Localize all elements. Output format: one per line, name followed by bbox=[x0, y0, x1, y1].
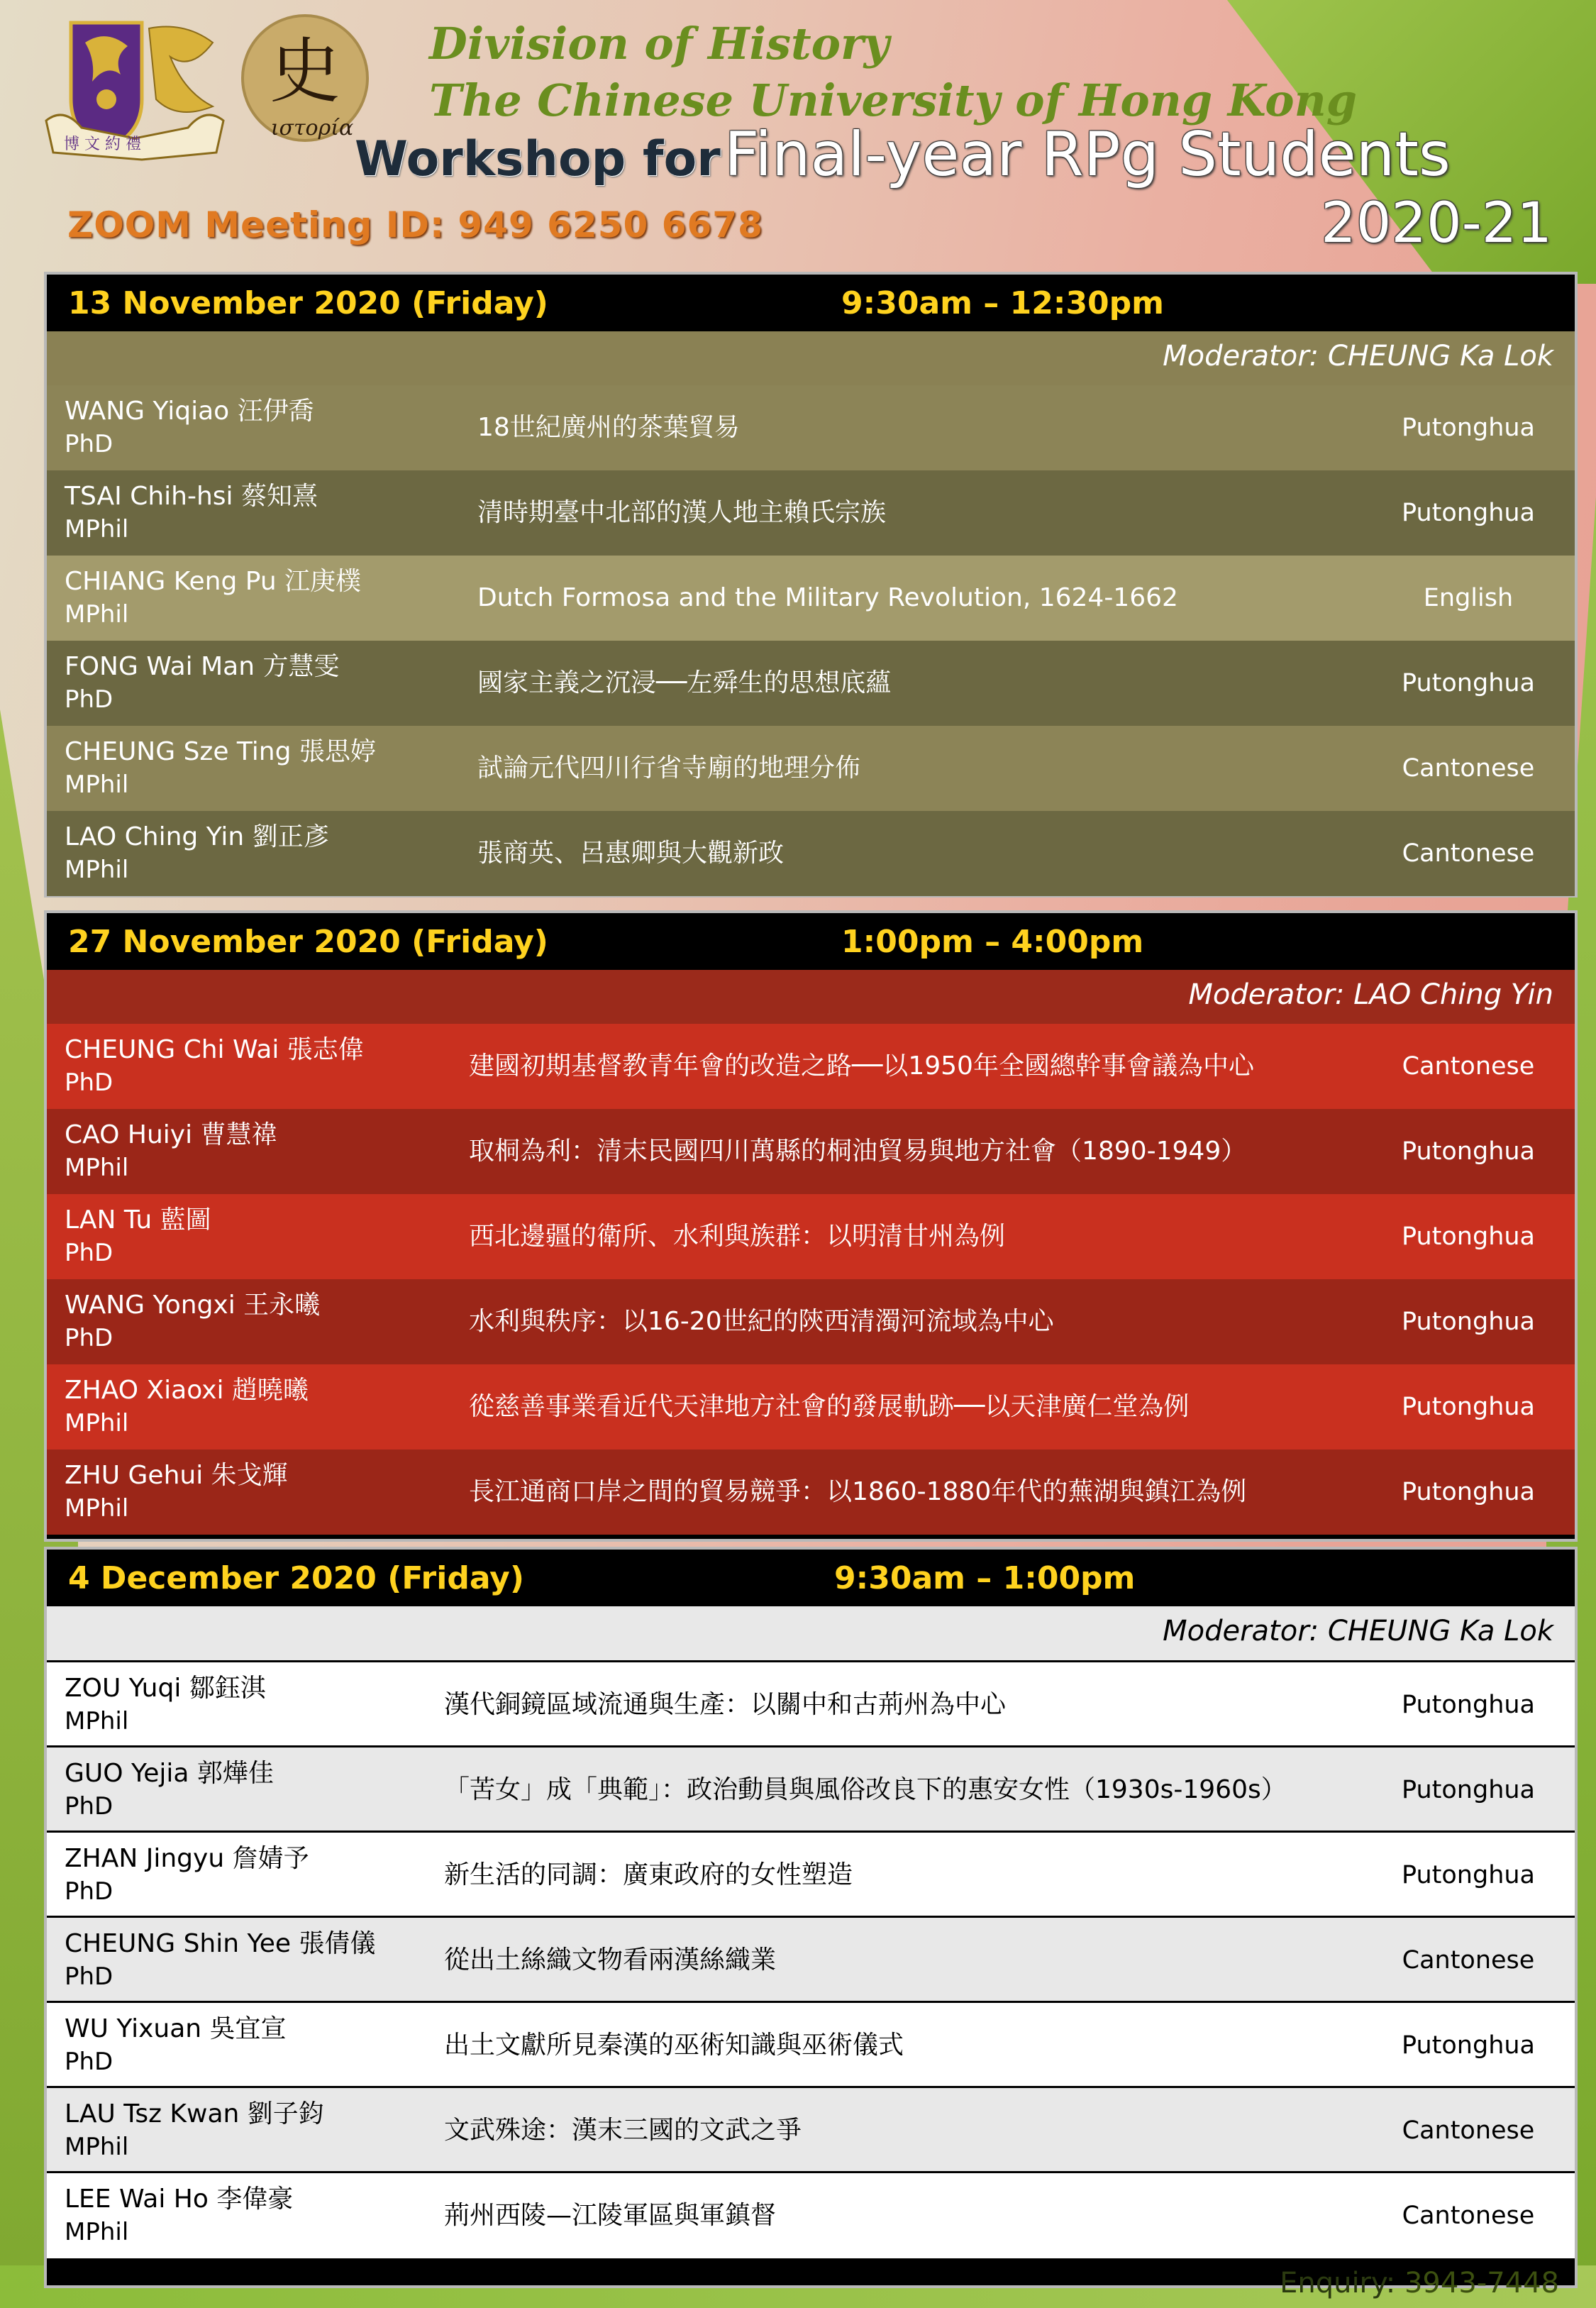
moderator: Moderator: CHEUNG Ka Lok bbox=[1163, 1615, 1553, 1647]
presentation-row bbox=[47, 2003, 1575, 2088]
enquiry-number[interactable]: 3943-7448 bbox=[1404, 2267, 1559, 2299]
workshop-title bbox=[355, 119, 1451, 190]
presenter-name: WANG Yiqiao 汪伊喬 bbox=[65, 397, 314, 426]
presentation-row bbox=[47, 1747, 1575, 1833]
presenter-name: ZHAN Jingyu 詹婧予 bbox=[65, 1844, 309, 1873]
presentation-topic: 荊州西陵—江陵軍區與軍鎮督 bbox=[444, 2201, 777, 2230]
presentation-topic: 國家主義之沉浸──左舜生的思想底蘊 bbox=[477, 668, 892, 697]
presenter-degree: MPhil bbox=[65, 771, 129, 799]
zoom-meeting-id: ZOOM Meeting ID: 949 6250 6678 bbox=[67, 204, 763, 245]
presenter-name: LAU Tsz Kwan 劉子鈞 bbox=[65, 2099, 324, 2128]
moderator: Moderator: LAO Ching Yin bbox=[1188, 978, 1553, 1011]
presentation-topic: 西北邊疆的衛所、水利與族群：以明清甘州為例 bbox=[469, 1222, 1006, 1251]
presentation-language: Putonghua bbox=[1401, 1137, 1536, 1166]
presentation-language: Putonghua bbox=[1401, 2031, 1536, 2060]
presenter-degree: PhD bbox=[65, 1324, 113, 1352]
presentation-topic: 「苦女」成「典範」：政治動員與風俗改良下的惠安女性（1930s-1960s） bbox=[444, 1775, 1287, 1804]
session-header bbox=[47, 1550, 1575, 1606]
presentation-row bbox=[47, 726, 1575, 811]
presentation-language: Putonghua bbox=[1401, 1691, 1536, 1719]
presentation-topic: 張商英、呂惠卿與大觀新政 bbox=[477, 839, 785, 868]
presentation-topic: Dutch Formosa and the Military Revolution, 1624-1662 bbox=[477, 583, 1178, 612]
moderator-row bbox=[47, 970, 1575, 1024]
presenter-name: CHEUNG Sze Ting 張思婷 bbox=[65, 737, 376, 766]
session-date: 27 November 2020 (Friday) bbox=[68, 924, 548, 960]
presenter-degree: MPhil bbox=[65, 515, 129, 543]
moderator: Moderator: CHEUNG Ka Lok bbox=[1163, 340, 1553, 372]
presentation-language: Cantonese bbox=[1402, 839, 1535, 868]
session-date: 13 November 2020 (Friday) bbox=[68, 285, 548, 321]
presentation-language: Putonghua bbox=[1401, 1308, 1536, 1336]
presenter-degree: PhD bbox=[65, 1877, 113, 1906]
presenter-name: WU Yixuan 吳宜宣 bbox=[65, 2014, 287, 2043]
moderator-row bbox=[47, 331, 1575, 385]
presentation-row bbox=[47, 1833, 1575, 1918]
presenter-name: ZOU Yuqi 鄒鈺淇 bbox=[65, 1674, 266, 1703]
workshop-title-rest: Final-year RPg Students bbox=[724, 119, 1451, 190]
presenter-name: TSAI Chih-hsi 蔡知熹 bbox=[65, 482, 318, 511]
presenter-degree: PhD bbox=[65, 1962, 113, 1991]
presenter-degree: PhD bbox=[65, 1792, 113, 1821]
presentation-row bbox=[47, 1279, 1575, 1364]
presentation-language: Putonghua bbox=[1401, 1776, 1536, 1804]
presenter-name: FONG Wai Man 方慧雯 bbox=[65, 652, 340, 681]
presentation-language: Cantonese bbox=[1402, 2202, 1535, 2230]
presentation-language: Cantonese bbox=[1402, 2116, 1535, 2145]
presenter-degree: PhD bbox=[65, 685, 113, 714]
presentation-language: Putonghua bbox=[1401, 1393, 1536, 1421]
presenter-name: ZHAO Xiaoxi 趙曉曦 bbox=[65, 1376, 309, 1405]
presenter-degree: PhD bbox=[65, 1239, 113, 1267]
session-2 bbox=[44, 910, 1578, 1542]
presenter-degree: MPhil bbox=[65, 2133, 129, 2161]
presenter-degree: PhD bbox=[65, 1069, 113, 1097]
presentation-topic: 從出土絲織文物看兩漢絲織業 bbox=[444, 1945, 777, 1975]
presentation-row bbox=[47, 1109, 1575, 1194]
presentation-row bbox=[47, 1024, 1575, 1109]
svg-text:ιστορία: ιστορία bbox=[270, 116, 354, 140]
presenter-name: LEE Wai Ho 李偉豪 bbox=[65, 2185, 294, 2214]
session-time: 9:30am – 12:30pm bbox=[841, 285, 1165, 321]
session-time: 9:30am – 1:00pm bbox=[834, 1560, 1136, 1596]
presenter-degree: MPhil bbox=[65, 1494, 129, 1523]
presenter-name: CHEUNG Chi Wai 張志偉 bbox=[65, 1035, 364, 1064]
presentation-topic: 試論元代四川行省寺廟的地理分佈 bbox=[477, 753, 861, 783]
presentation-language: English bbox=[1423, 584, 1514, 612]
presentation-topic: 18世紀廣州的茶葉貿易 bbox=[477, 413, 740, 442]
presentation-language: Cantonese bbox=[1402, 754, 1535, 783]
presenter-name: CHEUNG Shin Yee 張倩儀 bbox=[65, 1929, 376, 1958]
presentation-row bbox=[47, 1194, 1575, 1279]
session-date: 4 December 2020 (Friday) bbox=[68, 1560, 524, 1596]
session-3 bbox=[44, 1547, 1578, 2288]
presenter-degree: PhD bbox=[65, 2048, 113, 2076]
presentation-language: Putonghua bbox=[1401, 414, 1536, 442]
presentation-row bbox=[47, 641, 1575, 726]
presentation-row bbox=[47, 1364, 1575, 1450]
presenter-degree: MPhil bbox=[65, 600, 129, 629]
presentation-row bbox=[47, 1662, 1575, 1747]
presentation-language: Cantonese bbox=[1402, 1946, 1535, 1975]
presenter-degree: MPhil bbox=[65, 2218, 129, 2246]
presenter-name: WANG Yongxi 王永曦 bbox=[65, 1291, 321, 1320]
presentation-row bbox=[47, 556, 1575, 641]
session-header bbox=[47, 275, 1575, 331]
presentation-topic: 清時期臺中北部的漢人地主賴氏宗族 bbox=[477, 498, 887, 527]
presenter-name: CHIANG Keng Pu 江庚樸 bbox=[65, 567, 362, 596]
presentation-row bbox=[47, 811, 1575, 896]
division-line-2: The Chinese University of Hong Kong bbox=[429, 74, 1358, 126]
presentation-topic: 文武殊途：漢末三國的文武之爭 bbox=[444, 2116, 802, 2145]
presenter-degree: MPhil bbox=[65, 1409, 129, 1437]
presentation-row bbox=[47, 1450, 1575, 1535]
workshop-title-bold: Workshop for bbox=[355, 131, 721, 187]
presentation-language: Putonghua bbox=[1401, 1478, 1536, 1506]
presenter-name: ZHU Gehui 朱戈輝 bbox=[65, 1461, 288, 1490]
presentation-language: Putonghua bbox=[1401, 499, 1536, 527]
presentation-language: Cantonese bbox=[1402, 1052, 1535, 1081]
cuhk-crest-logo bbox=[43, 14, 241, 163]
presentation-topic: 長江通商口岸之間的貿易競爭：以1860-1880年代的蕪湖與鎮江為例 bbox=[469, 1477, 1247, 1506]
svg-text:史: 史 bbox=[270, 30, 340, 113]
academic-year: 2020-21 bbox=[1321, 192, 1552, 255]
presentation-row bbox=[47, 1918, 1575, 2003]
presentation-row bbox=[47, 385, 1575, 470]
presentation-row bbox=[47, 470, 1575, 556]
presenter-name: GUO Yejia 郭燁佳 bbox=[65, 1759, 274, 1788]
presentation-language: Putonghua bbox=[1401, 1222, 1536, 1251]
presentation-language: Putonghua bbox=[1401, 1861, 1536, 1889]
presentation-topic: 水利與秩序：以16-20世紀的陝西清濁河流域為中心 bbox=[469, 1307, 1054, 1336]
division-line-1: Division of History bbox=[429, 18, 890, 70]
presenter-name: CAO Huiyi 曹慧禕 bbox=[65, 1120, 277, 1149]
presentation-topic: 取桐為利：清末民國四川萬縣的桐油貿易與地方社會（1890-1949） bbox=[469, 1137, 1247, 1166]
moderator-row bbox=[47, 1606, 1575, 1662]
svg-text:博 文 約 禮: 博 文 約 禮 bbox=[64, 136, 141, 153]
presentation-language: Putonghua bbox=[1401, 669, 1536, 697]
presentation-row bbox=[47, 2088, 1575, 2173]
enquiry-label: Enquiry: bbox=[1280, 2267, 1396, 2299]
enquiry-line bbox=[1280, 2267, 1559, 2299]
division-title bbox=[429, 16, 1357, 129]
presenter-degree: MPhil bbox=[65, 856, 129, 884]
presentation-topic: 從慈善事業看近代天津地方社會的發展軌跡──以天津廣仁堂為例 bbox=[469, 1392, 1190, 1421]
presenter-name: LAO Ching Yin 劉正彥 bbox=[65, 822, 329, 851]
session-1 bbox=[44, 272, 1578, 898]
session-time: 1:00pm – 4:00pm bbox=[841, 924, 1144, 960]
presentation-topic: 漢代銅鏡區域流通與生產：以關中和古荊州為中心 bbox=[444, 1690, 1007, 1719]
presentation-topic: 新生活的同調：廣東政府的女性塑造 bbox=[444, 1860, 853, 1889]
presenter-degree: MPhil bbox=[65, 1154, 129, 1182]
presentation-row bbox=[47, 2173, 1575, 2258]
presentation-topic: 建國初期基督教青年會的改造之路──以1950年全國總幹事會議為中心 bbox=[469, 1051, 1254, 1081]
presenter-name: LAN Tu 藍圖 bbox=[65, 1205, 211, 1235]
presentation-topic: 出土文獻所見秦漢的巫術知識與巫術儀式 bbox=[444, 2031, 904, 2060]
session-header bbox=[47, 913, 1575, 970]
presenter-degree: MPhil bbox=[65, 1707, 129, 1735]
presenter-degree: PhD bbox=[65, 430, 113, 458]
